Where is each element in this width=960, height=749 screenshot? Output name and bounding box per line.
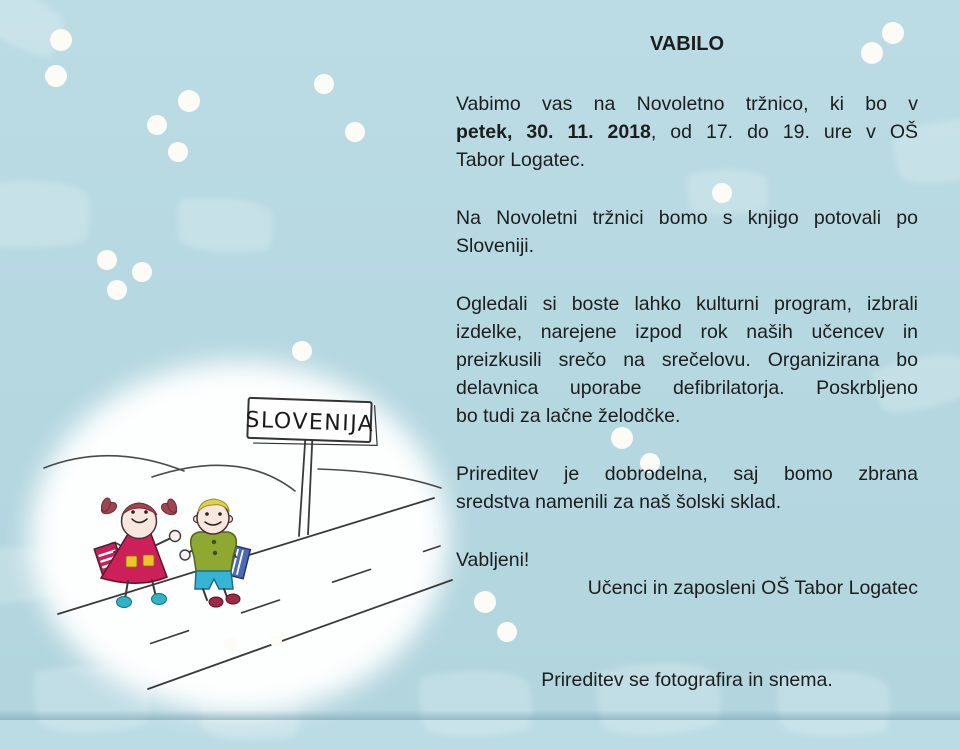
text-line: petek, 30. 11. 2018, od 17. do 19. ure v OŠ [456, 121, 918, 143]
snow-dot [97, 250, 117, 270]
snow-dot [45, 65, 67, 87]
text-line: delavnica uporabe defibrilatorja. Poskrbljeno [456, 377, 918, 399]
sign-text: SLOVENIJA [245, 407, 375, 438]
snow-dot [147, 115, 167, 135]
invite-line: Vabljeni! [456, 549, 530, 571]
invitation-text [456, 24, 918, 694]
text-line: Vabimo vas na Novoletno tržnico, ki bo v [456, 93, 918, 115]
snow-dot [50, 29, 72, 51]
body-paragraph [456, 290, 918, 430]
body-paragraphs [456, 90, 918, 516]
text-line: Tabor Logatec. [456, 149, 586, 171]
snow-dot [168, 142, 188, 162]
snow-dot [224, 638, 238, 652]
text-line: izdelke, narejene izpod rok naših učencev in [456, 321, 918, 343]
snow-dot [345, 122, 365, 142]
snow-dot [292, 341, 312, 361]
text-line: bo tudi za lačne želodčke. [456, 405, 681, 427]
snow-dot [270, 635, 282, 647]
text-line: sredstva namenili za naš šolski sklad. [456, 491, 782, 513]
snow-dot [132, 262, 152, 282]
signature-line: Učenci in zaposleni OŠ Tabor Logatec [587, 577, 918, 599]
page-title: VABILO [649, 33, 725, 55]
text-line: Ogledali si boste lahko kulturni program, izbrali [456, 293, 918, 315]
text-line: preizkusili srečo na srečelovu. Organizirana bo [456, 349, 918, 371]
text-line: Prireditev je dobrodelna, saj bomo zbrana [456, 463, 918, 485]
snow-dot [178, 90, 200, 112]
footer-note: Prireditev se fotografira in snema. [541, 669, 833, 691]
body-paragraph [456, 460, 918, 516]
text-line: Sloveniji. [456, 235, 535, 257]
snow-dot [314, 74, 334, 94]
snow-dot [107, 280, 127, 300]
slide-bottom-edge [0, 710, 960, 720]
body-paragraph [456, 204, 918, 260]
body-paragraph [456, 90, 918, 174]
text-line: Na Novoletni tržnici bomo s knjigo potovali po [456, 207, 918, 229]
